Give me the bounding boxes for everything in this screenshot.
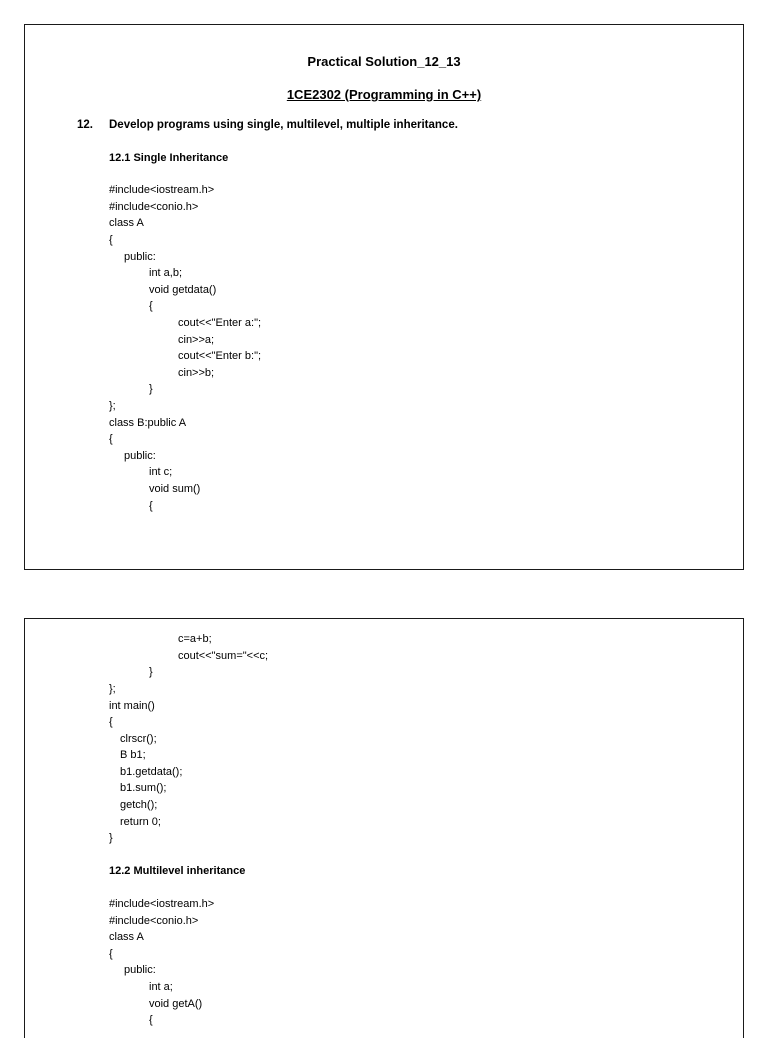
code-line: class B:public A bbox=[109, 417, 187, 429]
document-page-1 bbox=[24, 24, 744, 570]
code-line: void getA() bbox=[149, 998, 203, 1010]
code-line: getch(); bbox=[120, 799, 158, 811]
code-line: } bbox=[149, 383, 153, 395]
question-text: Develop programs using single, multilevel, multiple inheritance. bbox=[109, 119, 458, 131]
code-line: clrscr(); bbox=[120, 733, 157, 745]
code-line: #include<conio.h> bbox=[109, 915, 199, 927]
code-line: c=a+b; bbox=[178, 633, 212, 645]
code-line: b1.getdata(); bbox=[120, 766, 183, 778]
code-line: return 0; bbox=[120, 816, 161, 828]
code-line: { bbox=[149, 1014, 153, 1026]
document-page-2 bbox=[24, 618, 744, 1038]
code-line: }; bbox=[109, 400, 116, 412]
code-line: class A bbox=[109, 217, 144, 229]
code-line: b1.sum(); bbox=[120, 782, 167, 794]
code-line: cout<<"Enter b:"; bbox=[178, 350, 262, 362]
code-line: { bbox=[109, 433, 113, 445]
code-line: void getdata() bbox=[149, 284, 217, 296]
code-line: int c; bbox=[149, 466, 173, 478]
document-title: Practical Solution_12_13 bbox=[307, 54, 461, 69]
section-heading-single-inheritance: 12.1 Single Inheritance bbox=[109, 152, 229, 164]
code-line: }; bbox=[109, 683, 116, 695]
code-line: #include<iostream.h> bbox=[109, 898, 215, 910]
code-line: int main() bbox=[109, 700, 155, 712]
code-line: { bbox=[109, 716, 113, 728]
code-line: public: bbox=[124, 450, 156, 462]
code-line: cin>>a; bbox=[178, 334, 215, 346]
code-line: void sum() bbox=[149, 483, 201, 495]
code-line: #include<iostream.h> bbox=[109, 184, 215, 196]
code-line: int a; bbox=[149, 981, 173, 993]
code-line: { bbox=[109, 234, 113, 246]
code-line: public: bbox=[124, 964, 156, 976]
code-line: cin>>b; bbox=[178, 367, 215, 379]
code-line: } bbox=[109, 832, 113, 844]
code-line: } bbox=[149, 666, 153, 678]
section-heading-multilevel-inheritance: 12.2 Multilevel inheritance bbox=[109, 865, 246, 877]
code-line: { bbox=[149, 500, 153, 512]
code-line: { bbox=[149, 300, 153, 312]
code-line: int a,b; bbox=[149, 267, 183, 279]
code-line: #include<conio.h> bbox=[109, 201, 199, 213]
code-line: class A bbox=[109, 931, 144, 943]
question-number: 12. bbox=[77, 119, 93, 131]
course-code-title: 1CE2302 (Programming in C++) bbox=[286, 87, 482, 102]
code-line: public: bbox=[124, 251, 156, 263]
code-line: B b1; bbox=[120, 749, 146, 761]
code-line: { bbox=[109, 948, 113, 960]
code-line: cout<<"sum="<<c; bbox=[178, 650, 269, 662]
code-line: cout<<"Enter a:"; bbox=[178, 317, 262, 329]
